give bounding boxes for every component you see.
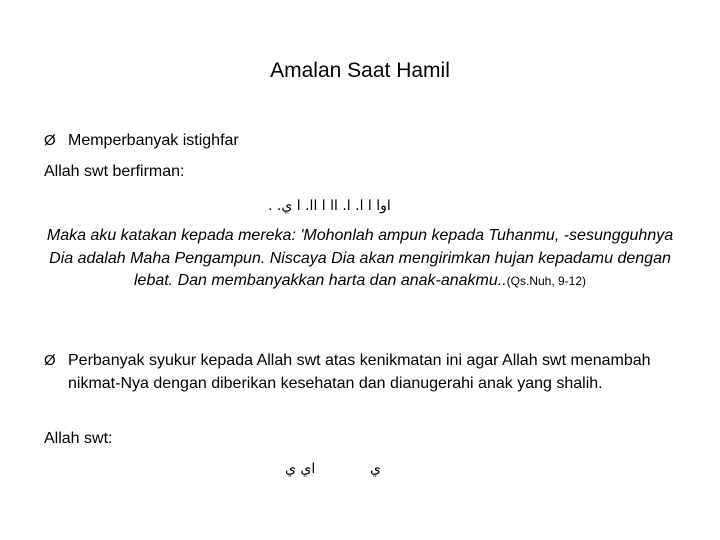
arabic-verse-1: اوا ا ا. ا. اا ا اا. ا ي. . bbox=[268, 198, 391, 214]
intro-line-2: Allah swt: bbox=[44, 430, 113, 447]
translation-text: Maka aku katakan kepada mereka: 'Mohonlah ampun kepada Tuhanmu, -sesungguhnya Dia adalah Maha Pengampun. Niscaya Dia akan mengirimkan hujan kepadamu dengan lebat. Dan membanyakkan harta dan anak-anakmu.. bbox=[46, 227, 674, 289]
arrow-bullet-icon: Ø bbox=[44, 352, 56, 369]
arabic-verse-2-right: ي bbox=[370, 461, 381, 477]
slide-title: Amalan Saat Hamil bbox=[270, 59, 450, 82]
bullet-syukur bbox=[44, 349, 684, 395]
bullet-istighfar bbox=[44, 130, 239, 152]
bullet-syukur-text: Perbanyak syukur kepada Allah swt atas kenikmatan ini agar Allah swt menambah nikmat-Nya dengan diberikan kesehatan dan dianugerahi anak yang shalih. bbox=[68, 352, 651, 392]
arabic-verse-2-left: اي ي bbox=[285, 461, 316, 477]
intro-line-1: Allah swt berfirman: bbox=[44, 163, 185, 180]
bullet-istighfar-text: Memperbanyak istighfar bbox=[68, 132, 239, 149]
citation: (Qs.Nuh, 9-12) bbox=[506, 274, 587, 288]
arrow-bullet-icon: Ø bbox=[44, 132, 56, 149]
translation-quote bbox=[40, 225, 680, 293]
